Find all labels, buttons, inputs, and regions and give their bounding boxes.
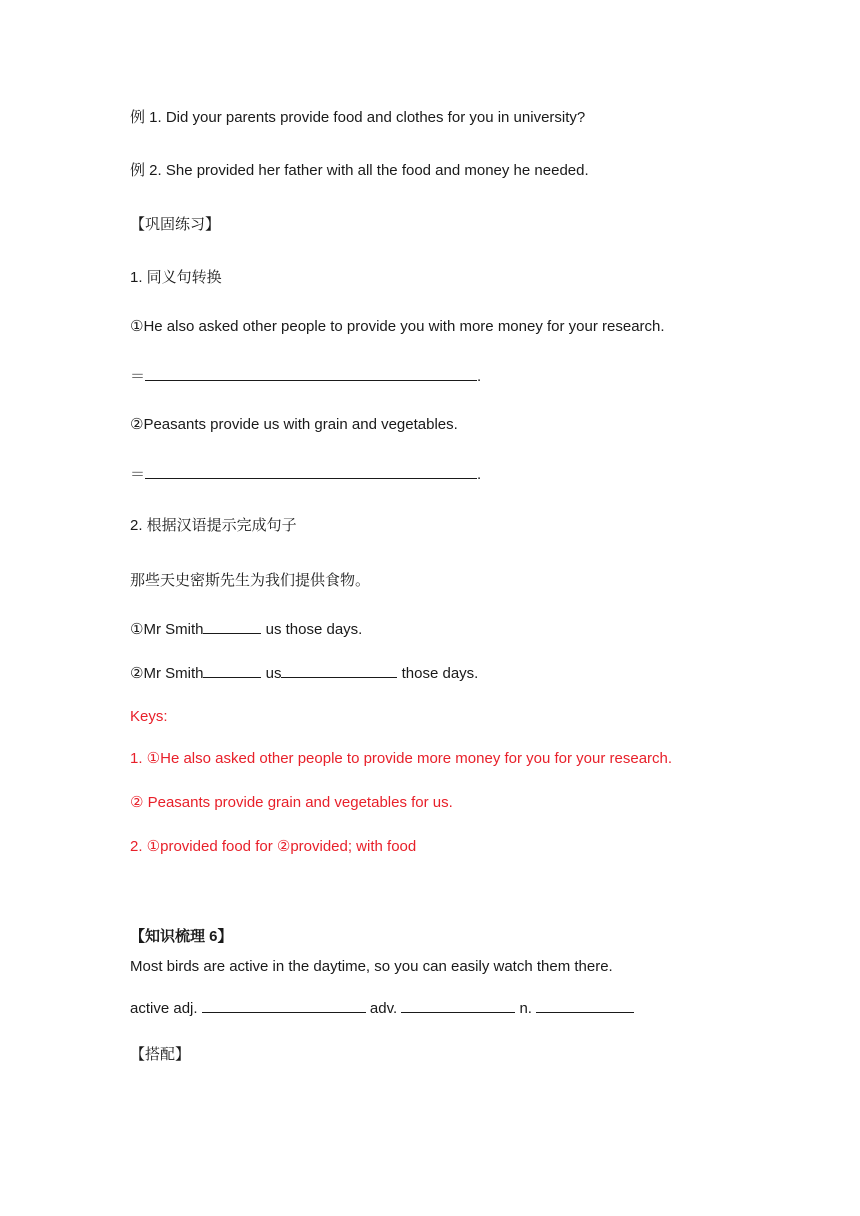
word-forms-line xyxy=(130,998,634,1019)
fill-blank[interactable] xyxy=(203,663,261,678)
collocation-heading: 【搭配】 xyxy=(130,1046,191,1063)
question-2-item-2 xyxy=(130,663,478,684)
fill-blank[interactable] xyxy=(281,663,397,678)
example-1: 例 1. Did your parents provide food and clothes for you in university? xyxy=(130,109,586,126)
key-3: 2. ①provided food for ②provided; with food xyxy=(130,838,417,855)
answer-blank-2[interactable] xyxy=(145,464,477,479)
practice-heading: 【巩固练习】 xyxy=(130,216,221,233)
question-1-item-2: ②Peasants provide us with grain and vegetables. xyxy=(130,416,458,433)
item-text: ①Mr Smith xyxy=(130,621,204,638)
example-2: 例 2. She provided her father with all the food and money he needed. xyxy=(130,162,589,179)
answer-blank-1[interactable] xyxy=(145,366,477,381)
item-text: us xyxy=(261,665,282,682)
key-2: ② Peasants provide grain and vegetables for us. xyxy=(130,794,453,811)
item-text: active adj. xyxy=(130,1000,202,1017)
question-2-title: 2. 根据汉语提示完成句子 xyxy=(130,517,297,534)
key-1: 1. ①He also asked other people to provide more money for you for your research. xyxy=(130,750,673,767)
item-text: n. xyxy=(515,1000,537,1017)
answer-line-1 xyxy=(130,366,481,387)
fill-blank[interactable] xyxy=(203,619,261,634)
item-text: ②Mr Smith xyxy=(130,665,204,682)
period: . xyxy=(477,368,482,385)
period: . xyxy=(477,466,482,483)
adj-blank[interactable] xyxy=(202,998,366,1013)
question-1-item-1: ①He also asked other people to provide you with more money for your research. xyxy=(130,318,665,335)
equals-sign: ＝ xyxy=(130,368,146,385)
question-2-chinese: 那些天史密斯先生为我们提供食物。 xyxy=(130,572,371,589)
question-1-title: 1. 同义句转换 xyxy=(130,269,222,286)
example-sentence: Most birds are active in the daytime, so you can easily watch them there. xyxy=(130,958,613,975)
equals-sign: ＝ xyxy=(130,466,146,483)
keys-title: Keys: xyxy=(130,708,168,725)
adv-blank[interactable] xyxy=(401,998,515,1013)
question-2-item-1 xyxy=(130,619,362,640)
item-text: us those days. xyxy=(261,621,363,638)
answer-line-2 xyxy=(130,464,481,485)
knowledge-heading: 【知识梳理 6】 xyxy=(130,928,233,945)
noun-blank[interactable] xyxy=(536,998,634,1013)
item-text: adv. xyxy=(365,1000,402,1017)
item-text: those days. xyxy=(397,665,479,682)
